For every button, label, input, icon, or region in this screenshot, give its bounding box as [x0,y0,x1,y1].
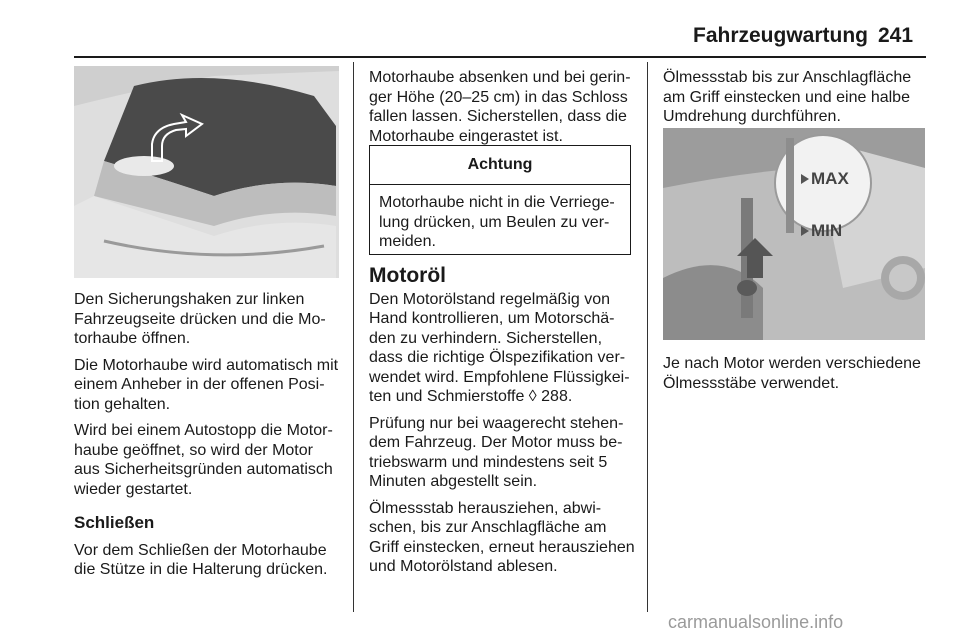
paragraph: Motorhaube absenken und bei geringer Höhe (20–25 cm) in das Schloss fallen lassen. Sicherstellen, dass die Motorhaube eingerastet ist. [369,69,631,145]
max-label: MAX [811,169,849,188]
column-2-bottom [369,266,635,584]
page-number: 241 [878,24,914,47]
paragraph: Wird bei einem Autostopp die Motorhaube geöffnet, so wird der Motor aus Sicherheitsgründen automatisch wieder gestartet. [74,422,333,498]
paragraph: Den Motorölstand regelmäßig von Hand kontrollieren, um Motorschäden zu verhindern. Sicherstellen, dass die richtige Ölspezifikation verwendet wird. Empfohlene Flüssigkeiten und Schmierstoffe ◊ 288. [369,290,630,405]
paragraph: Ölmessstab herausziehen, abwischen, bis zur Anschlagfläche am Griff einstecken, erneut herausziehen und Motorölstand ablesen. [369,499,635,575]
watermark: carmanualsonline.info [668,612,844,632]
section-heading-schliessen: Schließen [74,513,155,532]
paragraph: Die Motorhaube wird automatisch mit einem Anheber in der offenen Position gehalten. [74,356,339,413]
column-1 [74,290,342,587]
paragraph: Den Sicherungshaken zur linken Fahrzeugseite drücken und die Motorhaube öffnen. [74,291,326,347]
min-label: MIN [811,221,843,240]
hood-figure [74,66,339,278]
section-heading-motoroel: Motoröl [369,264,446,287]
warning-text: Motorhaube nicht in die Verriegelung drücken, um Beulen zu vermeiden. [379,194,615,250]
column-2-top [369,68,635,153]
paragraph: Je nach Motor werden verschiedene Ölmessstäbe verwendet. [663,355,921,392]
paragraph: Prüfung nur bei waagerecht stehendem Fahrzeug. Der Motor muss betriebswarm und mindestens seit 5 Minuten abgestellt sein. [369,414,624,490]
paragraph: Vor dem Schließen der Motorhaube die Stütze in die Halterung drücken. [74,541,328,578]
warning-title: Achtung [370,146,630,185]
warning-box [369,145,631,255]
column-3-top [663,68,925,134]
column-3-bottom [663,354,925,400]
column-divider-1 [353,62,354,612]
header-rule [74,56,926,58]
header-title: Fahrzeugwartung [693,24,869,47]
dipstick-figure [663,128,925,340]
paragraph: Ölmessstab bis zur Anschlagfläche am Griff einstecken und eine halbe Umdrehung durchführen. [663,69,912,125]
column-divider-2 [647,62,648,612]
